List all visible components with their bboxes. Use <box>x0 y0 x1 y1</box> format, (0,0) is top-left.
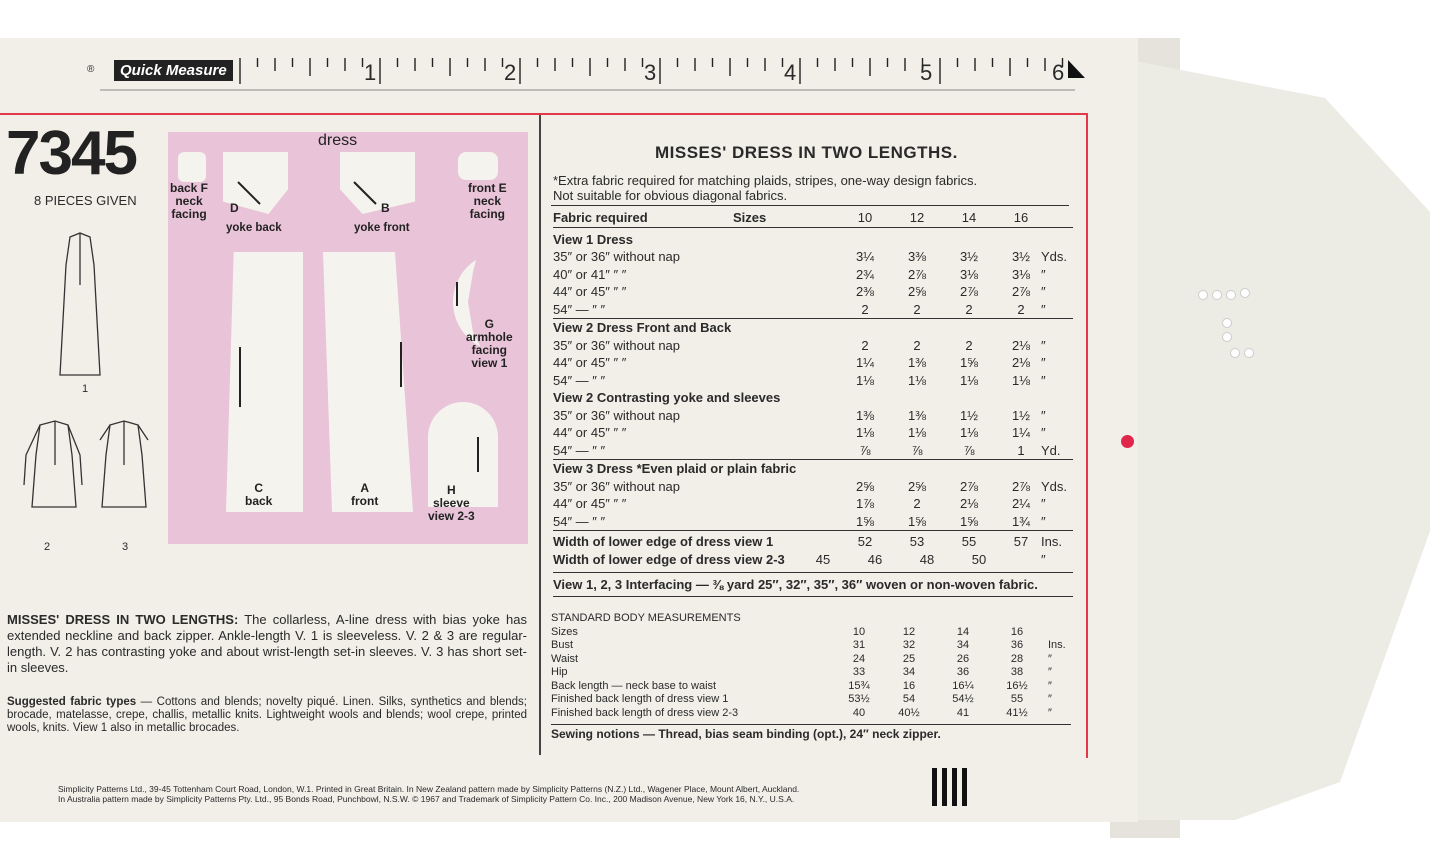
measurement-row <box>551 680 1071 694</box>
table-cell: 25 <box>902 652 916 665</box>
table-cell: 28 <box>1010 652 1024 665</box>
row-label: Hip <box>551 666 568 678</box>
ruler-number: 3 <box>644 60 657 85</box>
table-cell: 55 <box>1010 693 1024 705</box>
interfacing-row: View 1, 2, 3 Interfacing — ⅜ yard 25″, 32″, 35″, 36″ woven or non-woven fabric. <box>553 572 1073 597</box>
label-h: H sleeve view 2-3 <box>428 483 475 523</box>
sizes-header: Sizes <box>733 210 767 225</box>
pieces-given: 8 PIECES GIVEN <box>34 193 137 208</box>
table-cell: 1⅝ <box>907 513 927 529</box>
label-g: G armhole facing view 1 <box>466 317 513 370</box>
unit-cell: ″ <box>1048 693 1052 705</box>
row-label: 35″ or 36″ without nap <box>553 249 681 264</box>
measurement-row <box>551 666 1071 680</box>
unit-cell: ″ <box>1041 301 1046 317</box>
diagram-title: dress <box>318 132 358 149</box>
ruler-number: 4 <box>784 60 797 85</box>
view-sketches <box>20 225 170 565</box>
ruler-ticks <box>100 52 1085 102</box>
table-cell: 2¼ <box>1011 496 1031 511</box>
table-cell: 46 <box>867 551 883 567</box>
rule <box>551 205 1069 206</box>
label-front-e: front E neck facing <box>468 181 507 221</box>
row-label: 44″ or 45″ ″ ″ <box>553 425 627 440</box>
table-cell: 15¾ <box>848 679 870 692</box>
table-row <box>553 231 1073 249</box>
table-cell: 12 <box>902 625 916 638</box>
table-cell: 53 <box>909 534 925 549</box>
table-row <box>553 337 1073 355</box>
fabric-types-title: Suggested fabric types <box>7 696 137 708</box>
table-cell: 45 <box>815 551 831 567</box>
table-cell: 16 <box>902 679 916 692</box>
table-cell: 3¼ <box>855 249 875 264</box>
quick-measure-ruler <box>87 52 1085 102</box>
description-text: The collarless, A-line dress with bias yoke has extended neckline and back zipper. Ankle-length V. 1 is sleeveless. V. 2 & 3 are regular-length. V. 2 has contrasting yoke and about wrist-length set-in sleeves. V. 3 has short set-in sleeves. <box>7 612 527 675</box>
table-cell: 2⅞ <box>907 266 927 282</box>
table-cell: 14 <box>956 625 970 638</box>
table-cell: 2¾ <box>855 266 875 282</box>
table-cell: 2 <box>965 337 973 353</box>
row-label: Finished back length of dress view 2-3 <box>551 706 739 719</box>
row-label: 44″ or 45″ ″ ″ <box>553 355 627 370</box>
row-label: View 3 Dress *Even plaid or plain fabric <box>553 461 797 476</box>
table-cell: 2⅝ <box>855 478 875 494</box>
table-cell: ⅞ <box>963 442 975 458</box>
table-cell: 1⅛ <box>855 372 875 388</box>
table-cell: 24 <box>852 652 866 665</box>
table-cell: 2⅝ <box>907 284 927 299</box>
red-border-top <box>0 113 1088 115</box>
table-cell: 16 <box>1013 210 1029 225</box>
unit-cell: Ins. <box>1048 639 1066 651</box>
table-cell: 57 <box>1013 534 1029 549</box>
footer <box>58 784 799 804</box>
row-label: 44″ or 45″ ″ ″ <box>553 496 627 511</box>
table-cell: 2 <box>913 301 921 317</box>
unit-cell: ″ <box>1048 706 1052 719</box>
table-row <box>553 424 1073 442</box>
table-row <box>553 248 1073 266</box>
envelope-flap <box>1130 60 1430 820</box>
ruler-end-arrow <box>1068 60 1085 78</box>
table-cell: 2⅜ <box>855 284 875 299</box>
table-row <box>553 283 1073 301</box>
table-cell: 53½ <box>848 693 870 705</box>
row-label: View 2 Dress Front and Back <box>553 320 732 335</box>
barcode <box>930 768 970 808</box>
table-cell: ⅞ <box>859 442 871 458</box>
table-cell: 2⅞ <box>1011 478 1031 494</box>
table-cell: 41 <box>956 706 970 719</box>
unit-cell: ″ <box>1048 679 1052 692</box>
table-cell: 38 <box>1010 666 1024 678</box>
pattern-number: 7345 <box>6 119 136 188</box>
table-cell: 1¼ <box>855 355 875 370</box>
ruler-number: 1 <box>364 60 377 85</box>
row-label: View 1 Dress <box>553 231 633 247</box>
row-label: Finished back length of dress view 1 <box>551 693 729 705</box>
measurement-row <box>551 693 1071 707</box>
table-row <box>553 372 1073 390</box>
fabric-note: *Extra fabric required for matching plaids, stripes, one-way design fabrics. Not suitable for obvious diagonal fabrics. <box>553 173 978 203</box>
unit-cell: ″ <box>1041 355 1046 370</box>
table-row <box>553 442 1073 460</box>
table-cell: 10 <box>857 210 873 225</box>
table-cell: 1⅝ <box>959 355 979 370</box>
table-cell: 34 <box>902 666 916 678</box>
view-number: 3 <box>122 541 129 553</box>
row-label: View 2 Contrasting yoke and sleeves <box>553 390 781 405</box>
label-c: C back <box>245 481 273 508</box>
table-cell: 2⅞ <box>959 478 979 494</box>
view-number: 2 <box>44 541 51 553</box>
table-cell: 41½ <box>1006 706 1028 719</box>
table-cell: 2 <box>861 301 869 317</box>
table-cell: 34 <box>956 639 970 651</box>
table-heading: MISSES' DRESS IN TWO LENGTHS. <box>655 143 958 162</box>
row-label: Waist <box>551 652 579 665</box>
table-cell: 2⅝ <box>907 478 927 494</box>
unit-cell: ″ <box>1041 425 1046 440</box>
table-cell: 12 <box>909 210 925 225</box>
row-label: Width of lower edge of dress view 2-3 <box>553 551 785 567</box>
table-cell: 1⅛ <box>907 372 927 388</box>
table-row <box>553 354 1073 372</box>
table-cell: 1¾ <box>1011 513 1031 529</box>
table-cell: 3⅛ <box>1011 266 1031 282</box>
view-number: 1 <box>82 383 89 395</box>
footer-line: In Australia pattern made by Simplicity Patterns Pty. Ltd., 95 Bonds Road, Punchbowl, N.S.W. © 1967 and Trademark of Simplicity Pattern Co. Inc., 200 Madison Avenue, New York 16, N.Y., U.S.A. <box>58 794 795 804</box>
table-cell: 50 <box>971 551 987 567</box>
unit-cell: ″ <box>1041 513 1046 529</box>
table-row <box>553 407 1073 425</box>
table-cell: 2⅛ <box>959 496 979 511</box>
table-cell: 40 <box>852 706 866 719</box>
label-b: B <box>381 201 390 215</box>
table-row <box>553 530 1073 551</box>
description <box>7 612 527 676</box>
table-cell: 1 <box>1017 442 1025 458</box>
registered-mark: ® <box>87 64 95 75</box>
unit-cell: ″ <box>1041 372 1046 388</box>
ruler-label: Quick Measure <box>114 60 233 81</box>
unit-cell: Yd. <box>1041 442 1061 458</box>
red-border-right <box>1086 113 1088 758</box>
table-cell: 2 <box>913 496 921 511</box>
unit-cell: Yds. <box>1041 478 1068 494</box>
label-yoke-back: yoke back <box>226 222 282 234</box>
row-label: 54″ — ″ ″ <box>553 442 606 458</box>
table-cell: 1⅛ <box>855 425 875 440</box>
table-cell: 3⅜ <box>907 249 927 264</box>
table-cell: 33 <box>852 666 866 678</box>
table-row <box>553 318 1073 337</box>
table-cell: 10 <box>852 625 866 638</box>
unit-cell: ″ <box>1041 551 1046 567</box>
table-cell: 1⅛ <box>1011 372 1031 388</box>
table-row <box>553 389 1073 407</box>
table-cell: 1⅛ <box>959 425 979 440</box>
footer-line: Simplicity Patterns Ltd., 39-45 Tottenham Court Road, London, W.1. Printed in Great Britain. In New Zealand pattern made by Simplicity Patterns (N.Z.) Ltd., Wagener Place, Mount Albert, Auckland. <box>58 784 800 794</box>
table-row <box>553 301 1073 319</box>
table-row <box>553 495 1073 513</box>
ruler-number: 6 <box>1052 60 1065 85</box>
table-cell: 40½ <box>898 706 920 719</box>
table-cell: 14 <box>961 210 977 225</box>
measurement-row <box>551 653 1071 667</box>
unit-cell: ″ <box>1041 496 1046 511</box>
sewing-notions: Sewing notions — Thread, bias seam binding (opt.), 24″ neck zipper. <box>551 724 1071 744</box>
table-cell: 1⅛ <box>959 372 979 388</box>
table-cell: 1⅝ <box>855 513 875 529</box>
fabric-types-text: — Cottons and blends; novelty piqué. Linen. Silks, synthetics and blends; brocade, matelasse, crepe, challis, metallic knits. Lightweight wools and blends; wool crepe, printed wools, knits. View 1 also in metallic brocades. <box>7 696 527 734</box>
row-label: 54″ — ″ ″ <box>553 301 606 317</box>
table-cell: ⅞ <box>911 442 923 458</box>
row-label: 40″ or 41″ ″ ″ <box>553 266 627 282</box>
table-cell: 36 <box>956 666 970 678</box>
table-cell: 2 <box>1017 301 1025 317</box>
table-cell: 3½ <box>959 249 979 264</box>
row-label: Sizes <box>551 625 578 638</box>
unit-cell: ″ <box>1041 284 1046 299</box>
column-divider <box>539 115 541 755</box>
table-cell: 2 <box>965 301 973 317</box>
ruler-number: 2 <box>504 60 517 85</box>
table-cell: 2 <box>861 337 869 353</box>
row-label: Back length — neck base to waist <box>551 679 717 692</box>
row-label: 54″ — ″ ″ <box>553 372 606 388</box>
row-label: 35″ or 36″ without nap <box>553 337 681 353</box>
unit-cell: Yds. <box>1041 249 1068 264</box>
ruler-number: 5 <box>920 60 933 85</box>
measurement-row <box>551 626 1071 640</box>
table-cell: 3½ <box>1011 249 1031 264</box>
unit-cell: ″ <box>1041 266 1046 282</box>
table-cell: 1⅞ <box>855 496 875 511</box>
table-cell: 54 <box>902 693 916 705</box>
table-row <box>553 266 1073 284</box>
grainline-arrows <box>168 132 528 544</box>
measurement-row <box>551 639 1071 653</box>
label-a: A front <box>351 481 379 508</box>
table-cell: 54½ <box>952 693 974 705</box>
table-cell: 2⅛ <box>1011 337 1031 353</box>
unit-cell: Ins. <box>1041 534 1062 549</box>
label-yoke-front: yoke front <box>354 222 410 234</box>
unit-cell: ″ <box>1048 652 1052 665</box>
table-cell: 1½ <box>1011 407 1031 423</box>
table-cell: 1¼ <box>1011 425 1031 440</box>
table-cell: 1½ <box>959 407 979 423</box>
row-label: 44″ or 45″ ″ ″ <box>553 284 627 299</box>
table-cell: 48 <box>919 551 935 567</box>
table-cell: 1⅜ <box>855 407 875 423</box>
table-cell: 1⅜ <box>907 355 927 370</box>
table-cell: 16¼ <box>952 679 974 692</box>
table-cell: 16 <box>1010 625 1024 638</box>
table-cell: 52 <box>857 534 873 549</box>
row-label: Width of lower edge of dress view 1 <box>553 534 774 549</box>
red-dot <box>1121 435 1134 448</box>
table-cell: 3⅛ <box>959 266 979 282</box>
table-cell: 16½ <box>1006 679 1028 692</box>
table-cell: 1⅝ <box>959 513 979 529</box>
description-title: MISSES' DRESS IN TWO LENGTHS: <box>7 612 239 627</box>
row-label: Fabric required <box>553 210 648 225</box>
table-cell: 1⅛ <box>907 425 927 440</box>
unit-cell: ″ <box>1041 407 1046 423</box>
label-back-f: back F neck facing <box>170 181 209 221</box>
body-measurements-heading: STANDARD BODY MEASUREMENTS <box>551 612 741 624</box>
row-label: 35″ or 36″ without nap <box>553 478 681 494</box>
table-row <box>553 513 1073 531</box>
row-label: Bust <box>551 639 574 651</box>
table-cell: 2 <box>913 337 921 353</box>
body-measurements-table <box>551 612 1071 744</box>
measurement-row <box>551 707 1071 721</box>
row-label: 35″ or 36″ without nap <box>553 407 681 423</box>
row-label: 54″ — ″ ″ <box>553 513 606 529</box>
table-cell: 36 <box>1010 639 1024 651</box>
table-row <box>553 551 1073 569</box>
unit-cell: ″ <box>1048 666 1052 678</box>
table-row <box>553 209 1073 228</box>
fabric-types <box>7 696 527 735</box>
unit-cell: ″ <box>1041 337 1046 353</box>
table-cell: 32 <box>902 639 916 651</box>
table-cell: 55 <box>961 534 977 549</box>
table-cell: 31 <box>852 639 866 651</box>
table-cell: 1⅜ <box>907 407 927 423</box>
table-row <box>553 459 1073 478</box>
pattern-pieces-diagram <box>168 132 528 544</box>
table-cell: 2⅞ <box>959 284 979 299</box>
label-d: D <box>230 201 239 215</box>
table-cell: 2⅛ <box>1011 355 1031 370</box>
table-cell: 26 <box>956 652 970 665</box>
fabric-table <box>553 209 1073 597</box>
table-row <box>553 478 1073 496</box>
table-cell: 2⅞ <box>1011 284 1031 299</box>
